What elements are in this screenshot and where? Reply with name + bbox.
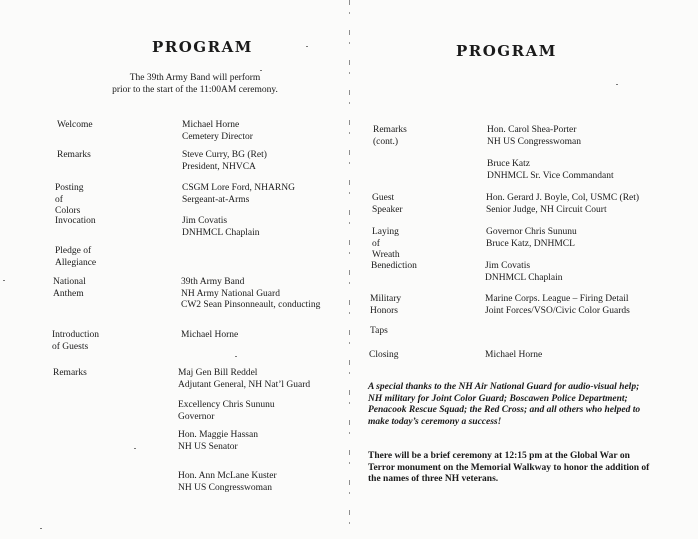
item-detail [485, 261, 563, 284]
detail-line: Hon. Maggie Hassan [178, 430, 258, 440]
left-program-heading: PROGRAM [152, 38, 253, 56]
item-detail [182, 216, 260, 239]
scan-speck [134, 448, 136, 449]
item-label: Remarks (cont.) [373, 125, 407, 147]
item-label: Introduction of Guests [52, 330, 99, 352]
detail-line: DNHMCL Sr. Vice Commandant [487, 170, 614, 181]
detail-line: Governor [178, 411, 215, 422]
note-line: the names of three NH veterans. [368, 474, 499, 484]
item-label: National Anthem [53, 277, 86, 299]
item-label: Closing [369, 350, 399, 360]
item-detail [487, 125, 581, 148]
item-label: Remarks [53, 368, 87, 378]
scan-speck [306, 46, 308, 47]
item-label: Remarks [57, 150, 91, 160]
item-detail [486, 227, 577, 250]
detail-line: Senior Judge, NH Circuit Court [486, 204, 607, 215]
item-detail [182, 120, 253, 143]
special-thanks-note [368, 382, 696, 428]
detail-line: Hon. Gerard J. Boyle, Col, USMC (Ret) [486, 193, 640, 203]
detail-line: Bruce Katz [487, 159, 530, 169]
item-label: Laying of Wreath [372, 227, 400, 260]
guest-senator [178, 430, 258, 453]
item-detail [487, 159, 614, 182]
detail-line: Hon. Ann McLane Kuster [178, 471, 277, 481]
note-line: Penacook Rescue Squad; the Red Cross; and all others who helped to [368, 405, 641, 415]
item-label: Military Honors [370, 294, 402, 316]
detail-line: Maj Gen Bill Reddel [178, 368, 258, 378]
guest-congresswoman [178, 471, 277, 494]
item-label: Invocation [55, 216, 96, 226]
detail-line: Governor Chris Sununu [486, 227, 577, 237]
note-line: There will be a brief ceremony at 12:15 pm at the Global War on [368, 451, 630, 461]
detail-line: Joint Forces/VSO/Civic Color Guards [485, 305, 630, 316]
detail-line: NH US Senator [178, 441, 238, 452]
detail-line: Michael Horne [181, 330, 239, 340]
detail-line: Jim Covatis [182, 216, 228, 226]
note-line: NH military for Joint Color Guard; Boscawen Police Department; [368, 393, 628, 404]
detail-line: Bruce Katz, DNHMCL [486, 238, 575, 249]
right-program-heading: PROGRAM [456, 42, 557, 60]
note-line: make today’s ceremony a success! [368, 416, 502, 427]
item-label: Welcome [57, 120, 93, 130]
detail-line: NH US Congresswoman [178, 482, 272, 493]
note-line: A special thanks to the NH Air National Guard for audio-visual help; [368, 382, 640, 392]
detail-line: President, NHVCA [182, 161, 256, 172]
scan-speck [3, 280, 5, 281]
detail-line: CSGM Lore Ford, NHARNG [182, 183, 295, 193]
center-fold [349, 0, 350, 539]
note-line: Terror monument on the Memorial Walkway to honor the addition of [368, 462, 650, 473]
scan-speck [616, 84, 618, 85]
item-label: Benediction [371, 261, 417, 271]
detail-line: Hon. Carol Shea-Porter [487, 125, 577, 135]
detail-line: Steve Curry, BG (Ret) [182, 150, 267, 160]
scan-speck [260, 70, 262, 71]
detail-line: Sergeant-at-Arms [182, 194, 250, 205]
intro-line: prior to the start of the 11:00AM ceremony. [112, 85, 278, 95]
detail-line: NH Army National Guard [181, 288, 280, 299]
band-intro [100, 72, 290, 96]
detail-line: NH US Congresswoman [487, 136, 581, 147]
item-label: Taps [370, 326, 388, 336]
detail-line: Marine Corps. League – Firing Detail [485, 294, 629, 304]
scan-speck [235, 356, 237, 357]
item-detail [182, 183, 295, 206]
detail-line: Adjutant General, NH Nat’l Guard [178, 379, 311, 390]
item-detail [181, 330, 238, 342]
detail-line: Michael Horne [182, 120, 240, 130]
intro-line: The 39th Army Band will perform [129, 73, 261, 83]
detail-line: Cemetery Director [182, 131, 253, 142]
right-page [352, 0, 698, 539]
item-detail [181, 277, 320, 312]
detail-line: CW2 Sean Pinsonneault, conducting [181, 300, 321, 310]
item-detail [178, 368, 310, 391]
scan-speck [40, 528, 42, 529]
item-label: Posting of Colors [55, 183, 84, 216]
detail-line: DNHMCL Chaplain [182, 227, 260, 238]
detail-line: DNHMCL Chaplain [485, 272, 563, 283]
detail-line: 39th Army Band [181, 277, 245, 287]
detail-line: Michael Horne [485, 350, 543, 360]
item-detail [485, 294, 630, 317]
item-detail [182, 150, 267, 173]
item-label: Guest Speaker [372, 193, 403, 215]
guest-governor [178, 400, 275, 423]
ceremony-note [368, 451, 696, 486]
item-label: Pledge of Allegiance [55, 246, 97, 268]
left-page [0, 0, 348, 539]
item-detail [485, 350, 542, 362]
detail-line: Jim Covatis [485, 261, 531, 271]
detail-line: Excellency Chris Sununu [178, 400, 275, 410]
item-detail [486, 193, 639, 216]
